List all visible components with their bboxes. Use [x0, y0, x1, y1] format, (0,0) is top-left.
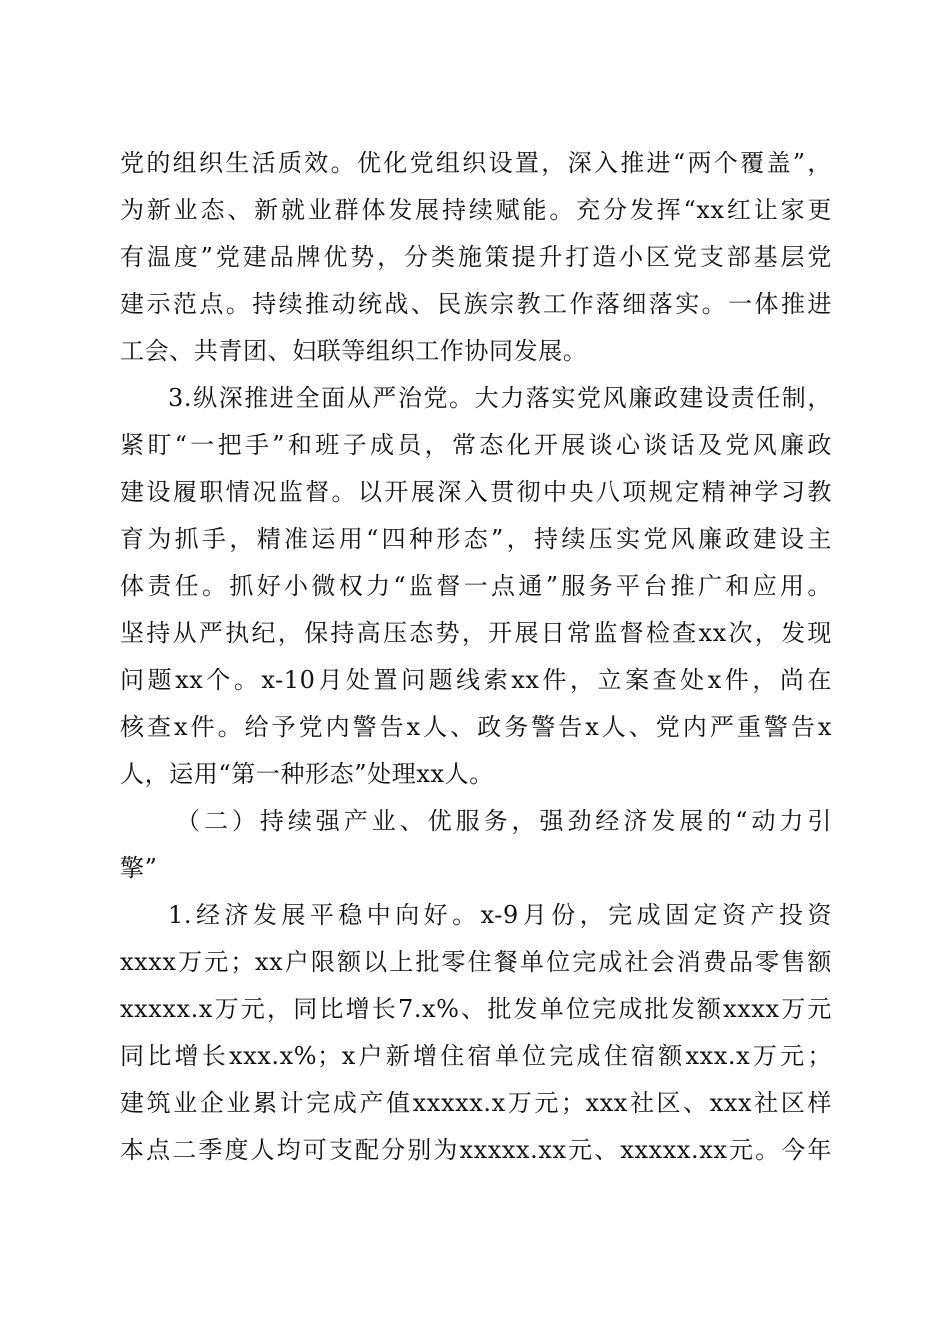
paragraph-line: 3.纵深推进全面从严治党。大力落实党风廉政建设责任制，: [168, 384, 832, 412]
paragraph-line: 本点二季度人均可支配分别为xxxxx.xx元、xxxxx.xx元。今年: [120, 1136, 832, 1164]
paragraph-line: 紧盯“一把手”和班子成员，常态化开展谈心谈话及党风廉政: [120, 431, 832, 459]
paragraph-line: 核查x件。给予党内警告x人、政务警告x人、党内严重警告x: [120, 713, 832, 741]
paragraph-line: 为新业态、新就业群体发展持续赋能。充分发挥“xx红让家更: [120, 196, 832, 224]
paragraph-line: 体责任。抓好小微权力“监督一点通”服务平台推广和应用。: [120, 572, 832, 600]
document-body: [120, 140, 832, 1174]
paragraph-line: 同比增长xxx.x%；x户新增住宿单位完成住宿额xxx.x万元；: [120, 1042, 832, 1070]
paragraph-line: 人，运用“第一种形态”处理xx人。: [120, 760, 494, 788]
paragraph-line: 建筑业企业累计完成产值xxxxx.x万元；xxx社区、xxx社区样: [120, 1089, 832, 1117]
paragraph-line: 1.经济发展平稳中向好。x-9月份，完成固定资产投资: [168, 901, 832, 929]
paragraph-line: xxxxx.x万元，同比增长7.x%、批发单位完成批发额xxxx万元: [120, 995, 832, 1023]
paragraph-line: 有温度”党建品牌优势，分类施策提升打造小区党支部基层党: [120, 243, 832, 271]
paragraph-line: 建设履职情况监督。以开展深入贯彻中央八项规定精神学习教: [120, 478, 832, 506]
paragraph-line: 坚持从严执纪，保持高压态势，开展日常监督检查xx次，发现: [120, 619, 832, 647]
paragraph-line: xxxx万元；xx户限额以上批零住餐单位完成社会消费品零售额: [120, 948, 832, 976]
paragraph-line: 育为抓手，精准运用“四种形态”，持续压实党风廉政建设主: [120, 525, 832, 553]
paragraph-line: 工会、共青团、妇联等组织工作协同发展。: [120, 337, 588, 365]
section-heading: （二）持续强产业、优服务，强劲经济发展的“动力引: [176, 807, 832, 835]
paragraph-line: 问题xx个。x-10月处置问题线索xx件，立案查处x件，尚在: [120, 666, 832, 694]
paragraph-line: 党的组织生活质效。优化党组织设置，深入推进“两个覆盖”，: [120, 149, 832, 177]
paragraph-line: 建示范点。持续推动统战、民族宗教工作落细落实。一体推进: [120, 290, 832, 318]
section-heading: 擎”: [120, 854, 158, 882]
